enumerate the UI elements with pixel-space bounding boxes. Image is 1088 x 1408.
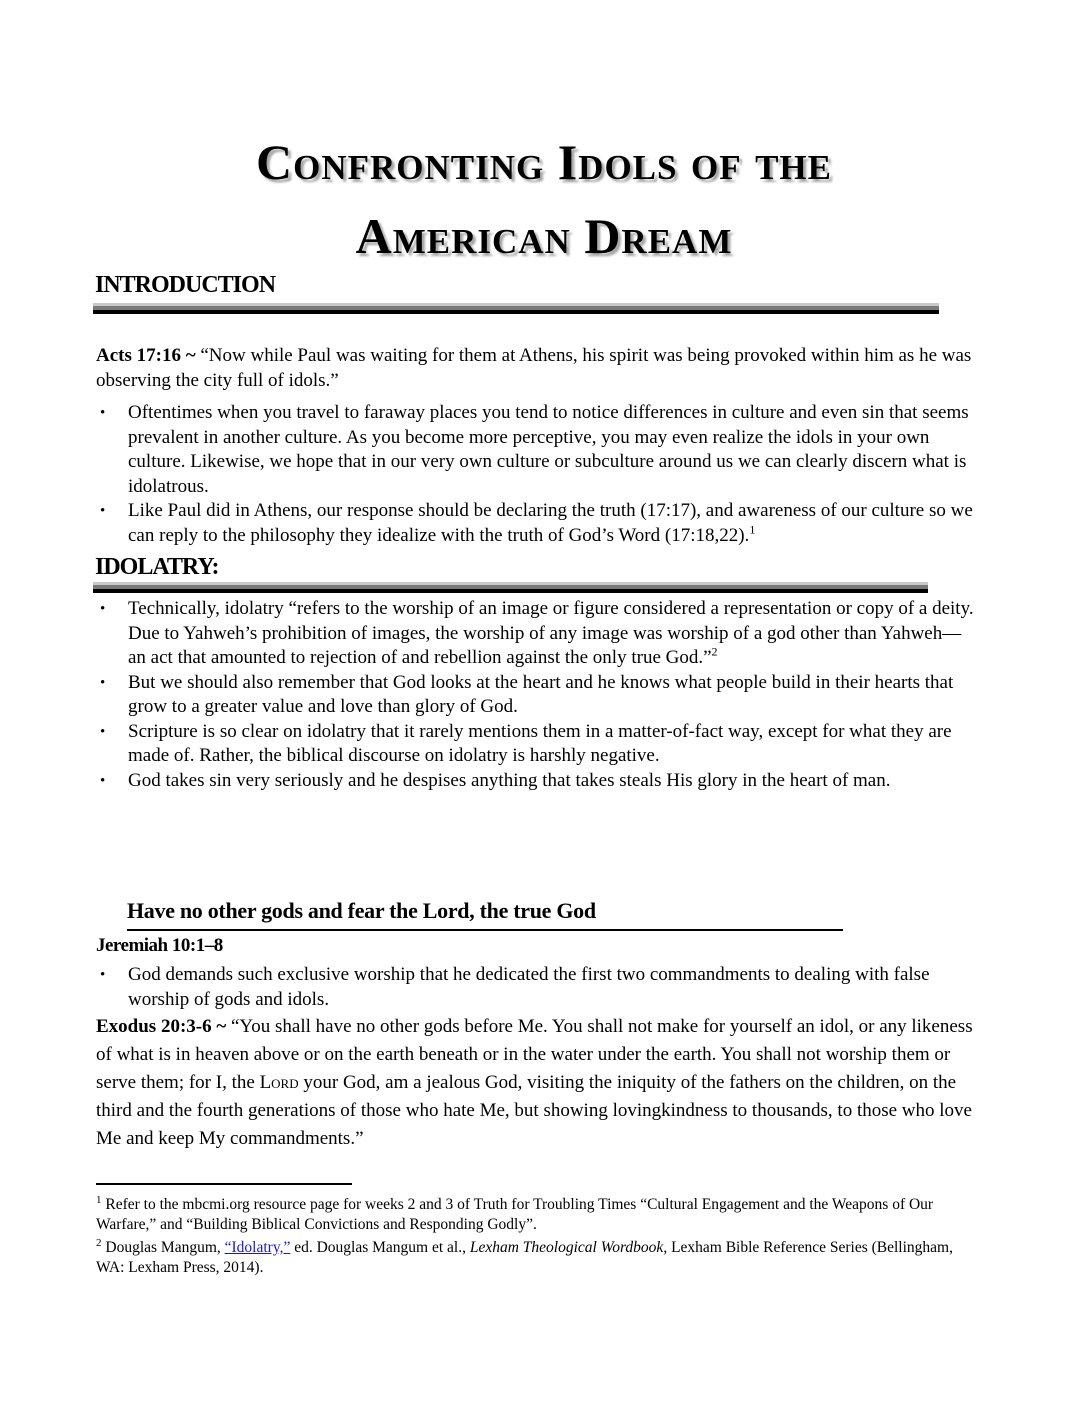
list-item: • Scripture is so clear on idolatry that it rarely mentions them in a matter-of-fact way, except for what they are made of. Rather, the biblical discourse on idolatry is harshly negative. [100,720,952,766]
bullet-icon: • [100,405,106,421]
list-item: • Like Paul did in Athens, our response should be declaring the truth (17:17), and awareness of our culture so we can reply to the philosophy they idealize with the truth of God’s Word (17:18,22).$^1$ [100,500,973,546]
list-item: • God demands such exclusive worship that he dedicated the first two commandments to dealing with false worship of gods and idols. [100,964,930,1010]
heading-idolatry: IDOLATRY: [95,554,219,580]
footnote-mark-1: 1 [96,1193,102,1206]
document-title-line-1: Confronting Idols of the [255,134,832,190]
book-title: Lexham Theological Wordbook [469,1239,664,1256]
acts-verse-text: “Now while Paul was waiting for them at Athens, his spirit was being provoked within him as he was observing the city full of idols.” [96,345,972,391]
footnote-2: $^2$ Douglas Mangum, “Idolatry,” ed. Douglas Mangum et al., Lexham Theological Wordbook, Lexham Bible Reference Series (Bellingham, WA: Lexham Press, 2014). [96,1236,953,1276]
subsection-underline [127,929,843,931]
footnote-1: $^1$ Refer to the mbcmi.org resource page for weeks 2 and 3 of Truth for Troubling Times “Cultural Engagement and the Weapons of Our Warfare,” and “Building Biblical Convictions and Responding Godly”. [96,1193,934,1233]
idolatry-bullets [96,597,976,793]
bullet-icon: • [100,503,106,519]
bullet-icon: • [100,967,106,983]
bullet-icon: • [100,601,106,617]
list-item: • God takes sin very seriously and he despises anything that takes steals His glory in the heart of man. [96,769,976,794]
footnote-separator [96,1183,352,1185]
document-title-line-2: American Dream [355,208,733,264]
footnote-ref-1[interactable]: 1 [749,522,756,537]
section-rule-introduction [93,303,939,314]
heading-introduction: INTRODUCTION [95,272,276,298]
acts-verse [96,343,976,393]
bullet-icon: • [100,674,106,691]
footnote-ref-2[interactable]: 2 [711,644,718,659]
section-rule-idolatry [93,582,928,593]
list-item: • Oftentimes when you travel to faraway places you tend to notice differences in culture and even sin that seems prevalent in another culture. As you become more perceptive, you may even realize the idols in your own culture. Likewise, we hope that in our very own culture or subculture around us we can clearly discern what is idolatrous. [100,402,969,497]
idolatry-link[interactable]: “Idolatry,” [224,1239,291,1256]
jeremiah-ref: Jeremiah 10:1–8 [96,935,223,956]
list-item: • But we should also remember that God looks at the heart and he knows what people build in their hearts that grow to a greater value and love than glory of God. [100,671,954,717]
introduction-bullets [96,401,976,548]
exodus-verse-ref: Exodus 20:3-6 ~ [96,1016,227,1037]
bullet-icon: • [100,723,106,740]
acts-verse-ref: Acts 17:16 ~ [96,345,196,366]
bullet-icon: • [100,772,106,789]
subsection-heading: Have no other gods and fear the Lord, the true God [127,898,596,923]
subsection-bullets [96,963,976,1012]
lord-smallcaps: Lord [259,1072,299,1093]
footnote-mark-2: 2 [96,1236,102,1249]
list-item: • Technically, idolatry “refers to the worship of an image or figure considered a representation or copy of a deity. Due to Yahweh’s prohibition of images, the worship of any image was worship of a god other than Yahweh—an act that amounted to rejection of and rebellion against the only true God.”$^2$ [100,598,974,668]
exodus-verse: Exodus 20:3-6 ~ “You shall have no other gods before Me. You shall not make for yourself an idol, or any likeness of what is in heaven above or on the earth beneath or in the water under the earth. You shall not worship them or serve them; for I, the Lord your God, am a jealous God, visiting the iniquity of the fathers on the children, on the third and the fourth generations of those who hate Me, but showing lovingkindness to thousands, to those who love Me and keep My commandments.” [96,1016,973,1149]
